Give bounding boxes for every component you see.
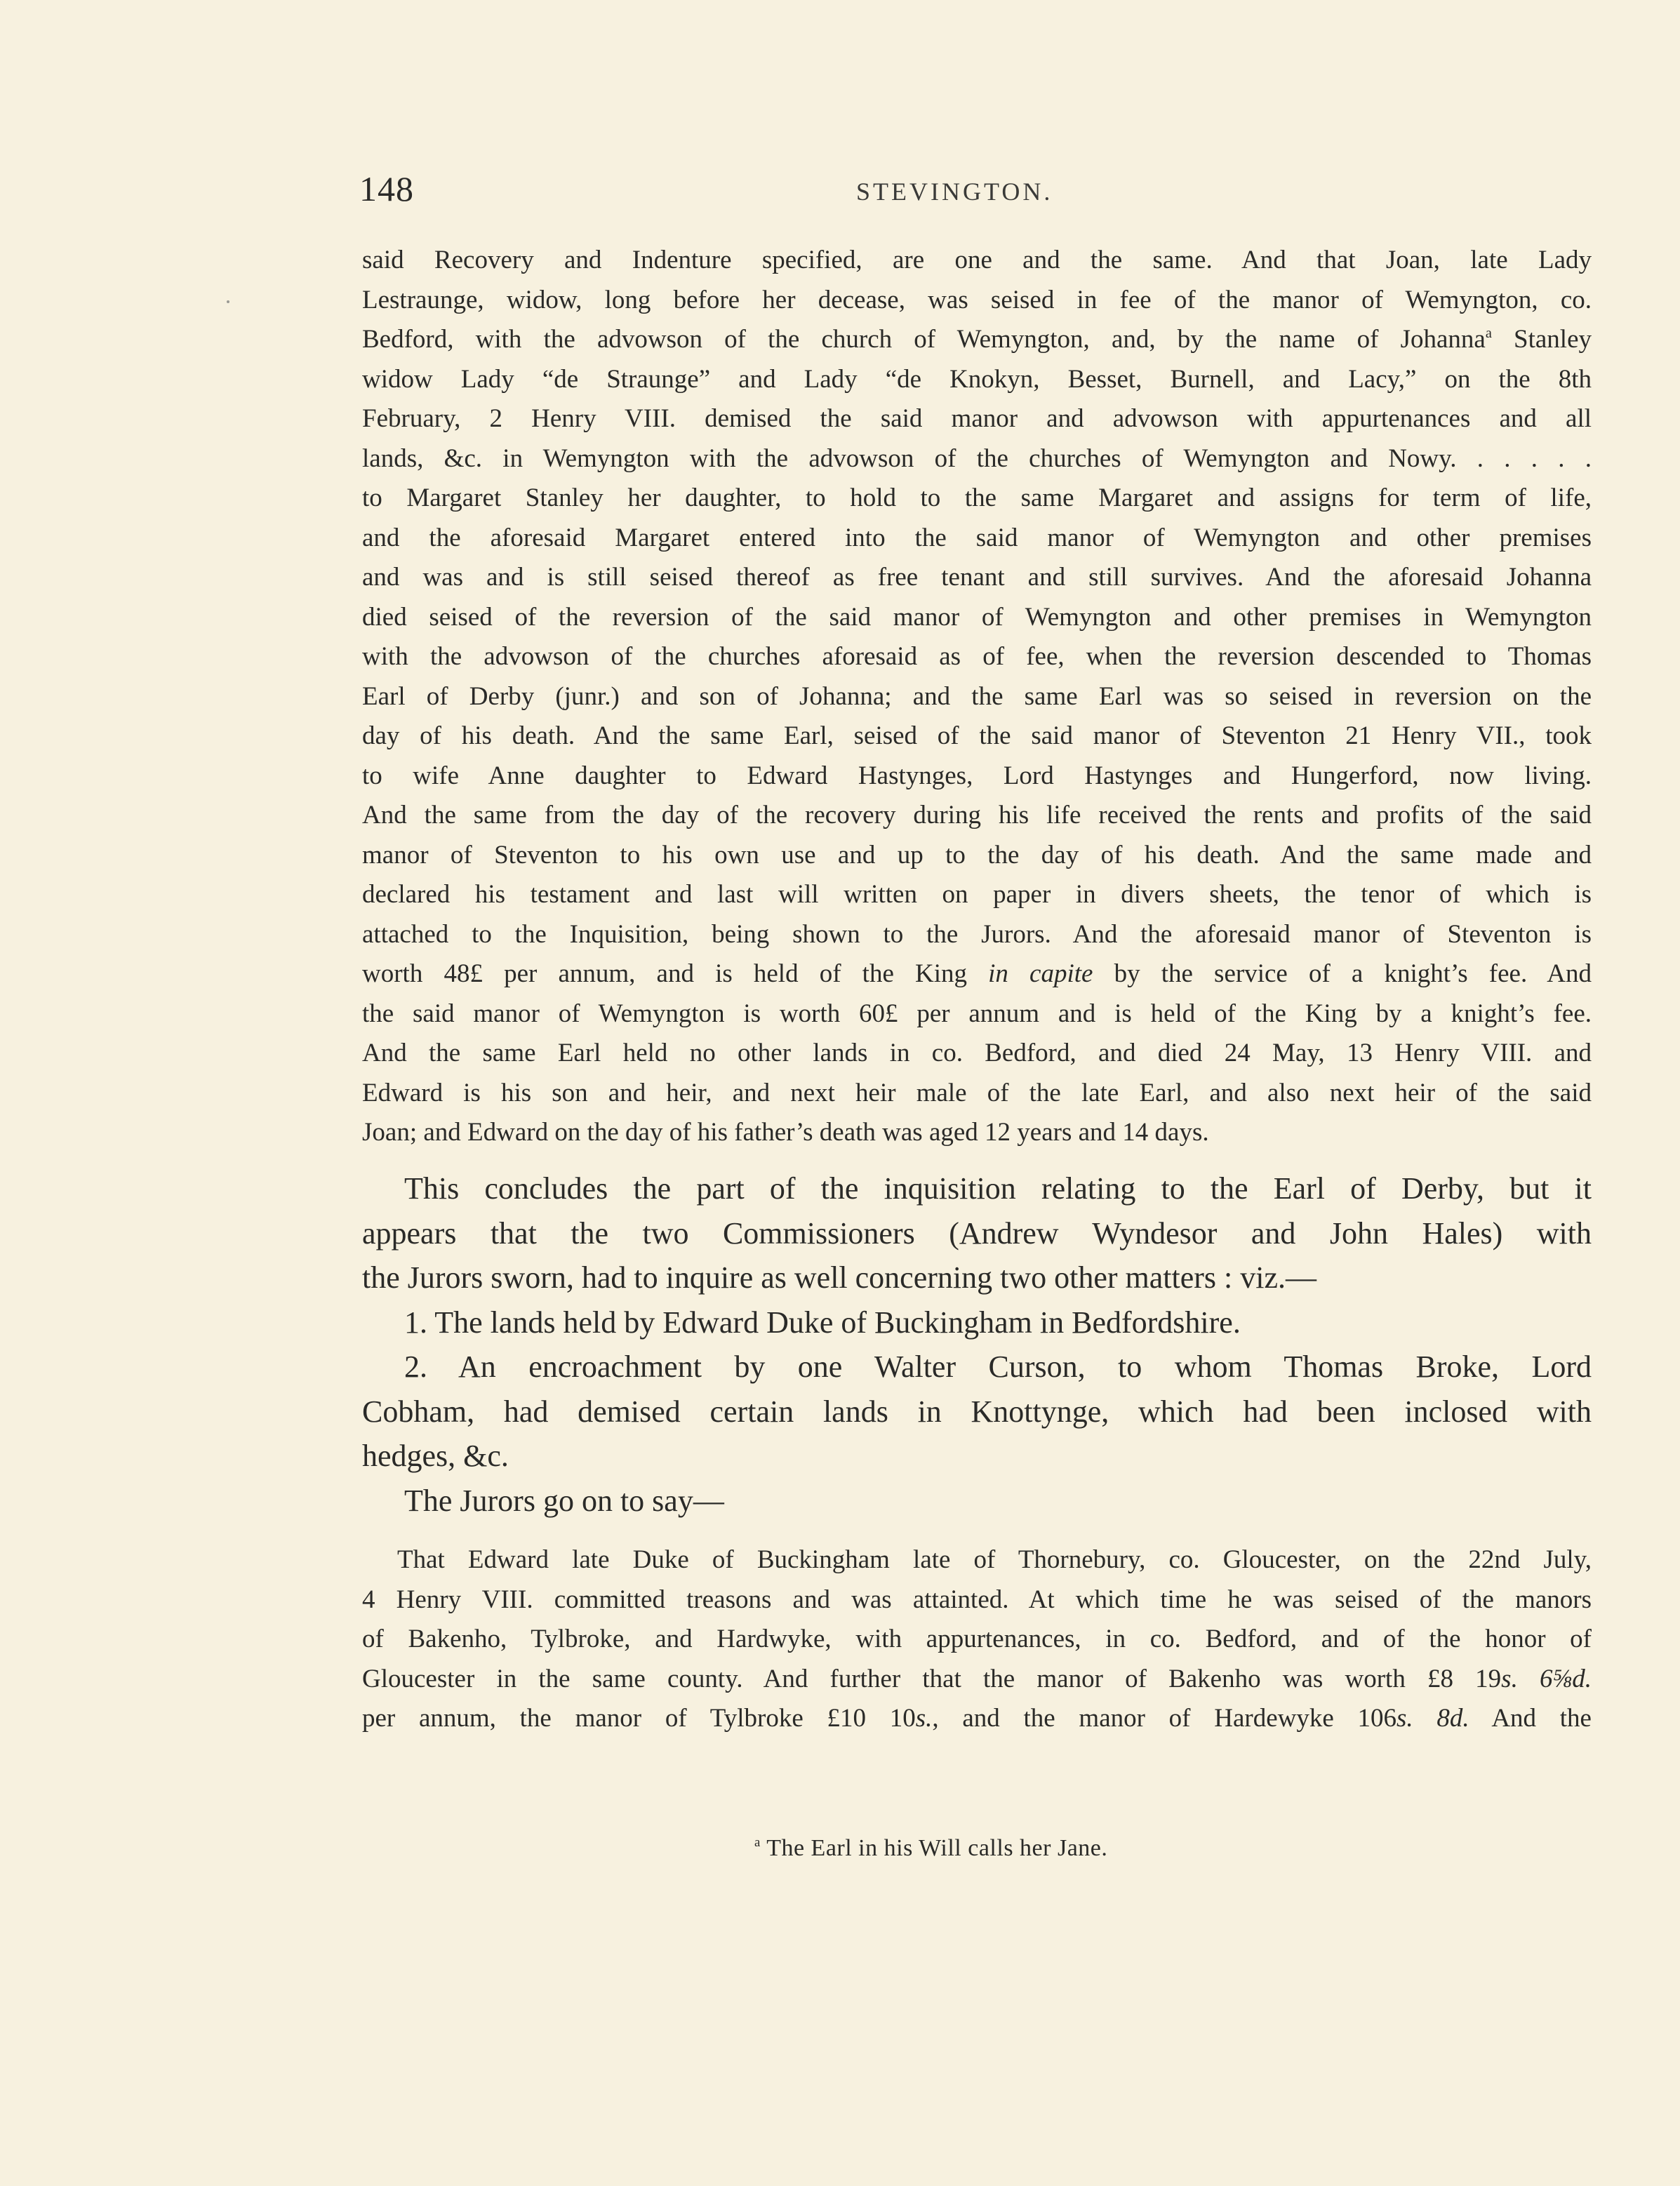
shillings-abbrev: s. <box>1501 1664 1518 1693</box>
text-line: of Bakenho, Tylbroke, and Hardwyke, with appurtenances, in co. Bedford, and of the honor of <box>362 1625 1592 1653</box>
text-line <box>362 1660 1592 1700</box>
text-line: and the aforesaid Margaret entered into the said manor of Wemyngton and other premises <box>362 523 1592 552</box>
text-line-part: Bedford, with the advowson of the church of Wemyngton, and, by the name of Johanna <box>362 325 1486 354</box>
text-line-part: worth 48£ per annum, and is held of the King <box>362 959 967 988</box>
latin-phrase: in capite <box>988 959 1093 988</box>
text-line: manor of Steventon to his own use and up to the day of his death. And the same made and <box>362 840 1592 869</box>
text-line: Earl of Derby (junr.) and son of Johanna; and the same Earl was so seised in reversion on the <box>362 681 1592 711</box>
text-line: And the same Earl held no other lands in co. Bedford, and died 24 May, 13 Henry VIII. and <box>362 1039 1592 1067</box>
shillings-abbrev: s. <box>1396 1704 1413 1733</box>
text-line <box>362 954 1592 994</box>
text-line <box>362 1699 1592 1739</box>
text-line: attached to the Inquisition, being shown to the Jurors. And the aforesaid manor of Steventon is <box>362 919 1592 949</box>
pence-value: 6⅝d. <box>1540 1664 1592 1693</box>
text-line: lands, &c. in Wemyngton with the advowson of the churches of Wemyngton and Nowy. . . . . . <box>362 444 1592 473</box>
text-line: That Edward late Duke of Buckingham late of Thornebury, co. Gloucester, on the 22nd July, <box>397 1545 1592 1574</box>
footnote-reference: a <box>1485 325 1492 341</box>
text-line: and was and is still seised thereof as free tenant and still survives. And the aforesaid Johanna <box>362 563 1592 592</box>
text-line-part: Stanley <box>1514 325 1592 354</box>
commentary-paragraph <box>362 1166 1592 1523</box>
text-line: day of his death. And the same Earl, seised of the said manor of Steventon 21 Henry VII., took <box>362 721 1592 750</box>
closing-line: The Jurors go on to say— <box>404 1483 724 1518</box>
text-line: died seised of the reversion of the said manor of Wemyngton and other premises in Wemyngton <box>362 602 1592 632</box>
text-line: Edward is his son and heir, and next heir male of the late Earl, and also next heir of the said <box>362 1078 1592 1107</box>
text-line: to Margaret Stanley her daughter, to hold to the same Margaret and assigns for term of life, <box>362 484 1592 512</box>
text-line-part: , and the manor of Hardewyke 106 <box>932 1704 1396 1733</box>
text-line: widow Lady “de Straunge” and Lady “de Knokyn, Besset, Burnell, and Lacy,” on the 8th <box>362 364 1592 394</box>
text-line-part: per annum, the manor of Tylbroke £10 10 <box>362 1704 916 1733</box>
text-line: Lestraunge, widow, long before her decease, was seised in fee of the manor of Wemyngton, co. <box>362 285 1592 314</box>
text-line-part: And the <box>1491 1704 1592 1733</box>
text-line <box>362 320 1592 360</box>
footnote <box>754 1835 1107 1862</box>
text-line: And the same from the day of the recovery during his life received the rents and profits of the said <box>362 801 1592 829</box>
list-item-1: 1. The lands held by Edward Duke of Buckingham in Bedfordshire. <box>404 1305 1241 1340</box>
text-line-part: Gloucester in the same county. And further that the manor of Bakenho was worth £8 19 <box>362 1664 1502 1693</box>
text-line: to wife Anne daughter to Edward Hastynges, Lord Hastynges and Hungerford, now living. <box>362 761 1592 790</box>
text-line: February, 2 Henry VIII. demised the said manor and advowson with appurtenances and all <box>362 404 1592 433</box>
footnote-mark: a <box>754 1834 761 1850</box>
text-line: appears that the two Commissioners (Andrew Wyndesor and John Hales) with <box>362 1215 1592 1251</box>
text-line: the Jurors sworn, had to inquire as well concerning two other matters : viz.— <box>362 1260 1317 1295</box>
ink-speck <box>227 300 229 303</box>
buckingham-paragraph <box>362 1540 1592 1739</box>
text-line: 4 Henry VIII. committed treasons and was attainted. At which time he was seised of the manors <box>362 1585 1592 1614</box>
text-line: the said manor of Wemyngton is worth 60£ per annum and is held of the King by a knight’s fee. <box>362 999 1592 1028</box>
text-line: Cobham, had demised certain lands in Knottynge, which had been inclosed with <box>362 1394 1592 1429</box>
pence-value: 8d. <box>1436 1704 1469 1733</box>
text-line-part: by the service of a knight’s fee. And <box>1114 959 1592 988</box>
shillings-abbrev: s. <box>915 1704 933 1733</box>
text-line: said Recovery and Indenture specified, are one and the same. And that Joan, late Lady <box>362 246 1592 274</box>
footnote-text: The Earl in his Will calls her Jane. <box>766 1835 1108 1861</box>
text-line: declared his testament and last will written on paper in divers sheets, the tenor of which is <box>362 880 1592 909</box>
running-title: STEVINGTON. <box>856 178 1053 206</box>
page-number: 148 <box>359 169 414 208</box>
text-line: Joan; and Edward on the day of his father’s death was aged 12 years and 14 days. <box>362 1118 1209 1147</box>
inquisition-paragraph <box>362 241 1592 1153</box>
list-item-2: 2. An encroachment by one Walter Curson, to whom Thomas Broke, Lord <box>404 1349 1592 1384</box>
text-line: hedges, &c. <box>362 1439 509 1473</box>
text-line: with the advowson of the churches aforesaid as of fee, when the reversion descended to Thomas <box>362 642 1592 671</box>
text-line: This concludes the part of the inquisition relating to the Earl of Derby, but it <box>404 1171 1592 1206</box>
